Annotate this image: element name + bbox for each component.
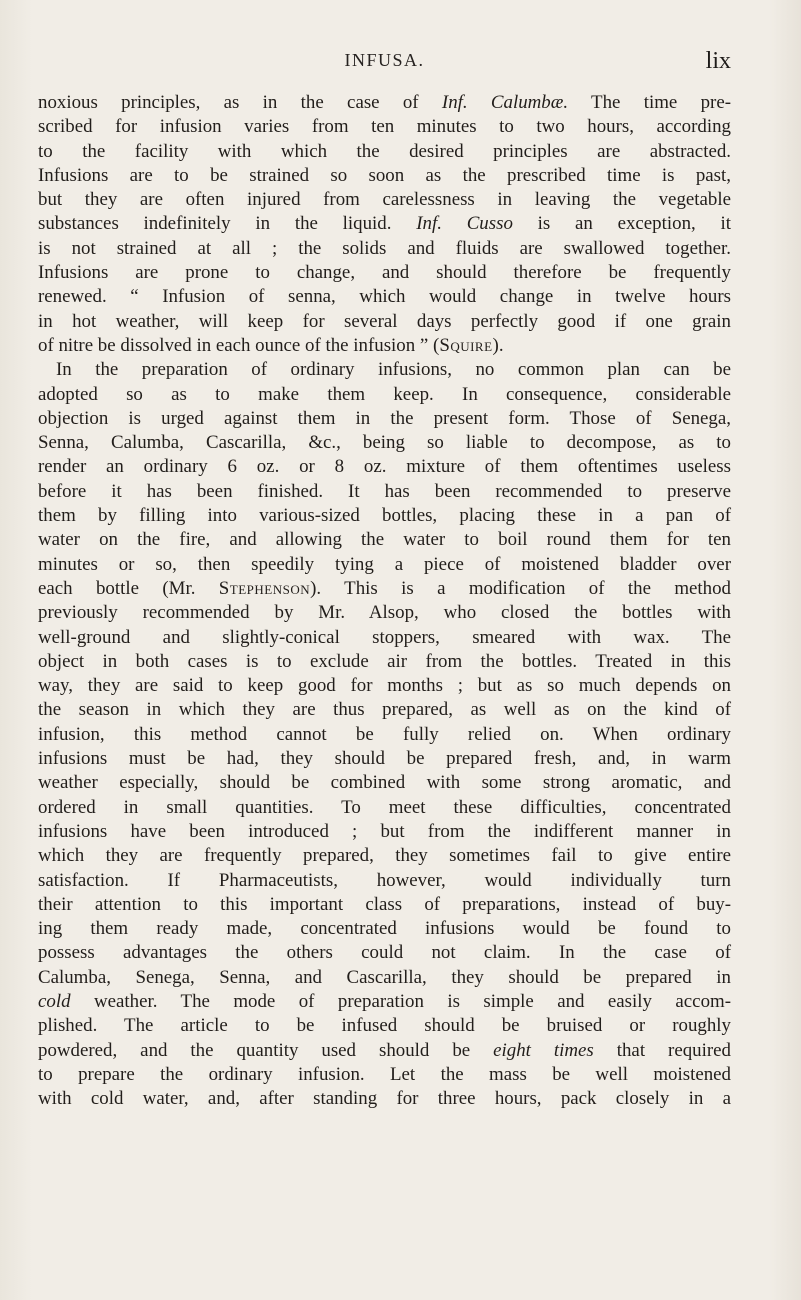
text-line	[38, 990, 731, 1014]
text-segment: is an exception, it	[512, 213, 731, 235]
text-line	[38, 771, 731, 795]
text-line	[38, 796, 731, 820]
text-line	[38, 917, 731, 941]
text-segment: their attention to this important class of preparations, instead of buy-	[38, 893, 731, 915]
text-line	[38, 1063, 731, 1087]
text-segment: Calumba, Senega, Senna, and Cascarilla, they should be prepared in	[38, 966, 731, 988]
text-segment: Inf. Cusso	[416, 213, 513, 235]
text-line	[38, 480, 731, 504]
text-segment: which they are frequently prepared, they sometimes fail to give entire	[38, 845, 731, 867]
text-segment: object in both cases is to exclude air from the bottles. Treated in this	[38, 650, 731, 672]
text-segment: weather especially, should be combined with some strong aromatic, and	[38, 772, 731, 794]
text-line	[38, 1039, 731, 1063]
text-segment: renewed. “ Infusion of senna, which would change in twelve hours	[38, 286, 731, 308]
text-segment: Inf. Calumbæ.	[441, 92, 569, 113]
text-line	[38, 893, 731, 917]
text-segment: noxious principles, as in the case of	[38, 92, 442, 113]
text-line	[38, 674, 731, 698]
text-segment: weather. The mode of preparation is simple and easily accom-	[70, 990, 731, 1012]
text-line	[38, 626, 731, 650]
text-segment: with cold water, and, after standing for three hours, pack closely in a	[38, 1088, 731, 1110]
text-segment: that required	[593, 1039, 731, 1061]
text-line	[38, 237, 731, 261]
text-line	[38, 553, 731, 577]
text-line	[38, 188, 731, 212]
text-segment: well-ground and slightly-conical stoppers, smeared with wax. The	[38, 626, 731, 648]
text-segment: way, they are said to keep good for months ; but as so much depends on	[38, 675, 731, 697]
text-segment: Stephenson	[218, 577, 311, 599]
text-line	[38, 212, 731, 236]
text-line	[38, 650, 731, 674]
text-segment: the season in which they are thus prepared, as well as on the kind of	[38, 699, 731, 721]
text-line	[38, 528, 731, 552]
text-segment: previously recommended by Mr. Alsop, who closed the bottles with	[38, 602, 731, 624]
paragraph	[38, 91, 731, 358]
text-line	[38, 91, 731, 115]
text-segment: in hot weather, will keep for several days perfectly good if one grain	[38, 310, 731, 332]
text-line	[38, 820, 731, 844]
text-line	[38, 115, 731, 139]
text-segment: substances indefinitely in the liquid.	[38, 213, 417, 235]
text-segment: adopted so as to make them keep. In consequence, considerable	[38, 383, 731, 405]
text-segment: eight times	[493, 1039, 594, 1061]
text-segment: to prepare the ordinary infusion. Let the mass be well moistened	[38, 1063, 731, 1085]
page-number: lix	[705, 48, 731, 74]
text-segment: water on the fire, and allowing the water to boil round them for ten	[38, 529, 731, 551]
text-line	[38, 310, 731, 334]
text-line	[38, 407, 731, 431]
running-head: INFUSA.	[344, 50, 425, 70]
text-segment: ).	[492, 334, 504, 356]
text-line	[38, 577, 731, 601]
text-line	[38, 941, 731, 965]
text-line	[38, 455, 731, 479]
text-line	[38, 869, 731, 893]
text-line	[38, 723, 731, 747]
text-segment: Senna, Calumba, Cascarilla, &c., being so liable to decompose, as to	[38, 432, 731, 454]
text-line	[38, 334, 731, 358]
text-segment: render an ordinary 6 oz. or 8 oz. mixture of them oftentimes useless	[38, 456, 731, 478]
text-segment: possess advantages the others could not claim. In the case of	[38, 942, 731, 964]
text-line	[38, 431, 731, 455]
text-segment: infusions must be had, they should be prepared fresh, and, in warm	[38, 748, 731, 770]
text-segment: them by filling into various-sized bottles, placing these in a pan of	[38, 505, 731, 527]
text-segment: Infusions are prone to change, and should therefore be frequently	[38, 262, 731, 284]
text-line	[38, 844, 731, 868]
text-segment: each bottle (Mr.	[38, 577, 219, 599]
text-segment: plished. The article to be infused should be bruised or roughly	[38, 1015, 731, 1037]
text-segment: Infusions are to be strained so soon as the prescribed time is past,	[38, 164, 731, 186]
text-segment: infusions have been introduced ; but from the indifferent manner in	[38, 820, 731, 842]
text-line	[38, 358, 731, 382]
text-line	[38, 285, 731, 309]
text-segment: cold	[38, 990, 71, 1012]
text-segment: ing them ready made, concentrated infusions would be found to	[38, 918, 731, 940]
text-segment: minutes or so, then speedily tying a piece of moistened bladder over	[38, 553, 731, 575]
text-segment: Squire	[439, 334, 493, 356]
text-line	[38, 966, 731, 990]
body-text	[38, 91, 731, 1111]
text-line	[38, 383, 731, 407]
text-segment: scribed for infusion varies from ten minutes to two hours, according	[38, 116, 731, 138]
text-segment: to the facility with which the desired principles are abstracted.	[38, 140, 731, 162]
text-line	[38, 140, 731, 164]
text-segment: but they are often injured from carelessness in leaving the vegetable	[38, 189, 731, 211]
text-line	[38, 601, 731, 625]
text-line	[38, 747, 731, 771]
text-line	[38, 504, 731, 528]
text-line	[38, 698, 731, 722]
text-segment: is not strained at all ; the solids and fluids are swallowed together.	[38, 237, 731, 259]
text-segment: objection is urged against them in the present form. Those of Senega,	[38, 407, 731, 429]
text-segment: ordered in small quantities. To meet these difficulties, concentrated	[38, 796, 731, 818]
text-segment: before it has been finished. It has been recommended to preserve	[38, 480, 731, 502]
text-segment: of nitre be dissolved in each ounce of the infusion ” (	[38, 334, 440, 356]
text-segment: powdered, and the quantity used should be	[38, 1039, 494, 1061]
text-line	[38, 261, 731, 285]
page-header	[38, 50, 731, 80]
text-segment: ). This is a modification of the method	[310, 577, 731, 599]
paragraph	[38, 358, 731, 1111]
text-line	[38, 1087, 731, 1111]
text-line	[38, 1014, 731, 1038]
text-line	[38, 164, 731, 188]
text-segment: The time pre-	[568, 92, 731, 113]
text-segment: satisfaction. If Pharmaceutists, however, would individually turn	[38, 869, 731, 891]
text-segment: In the preparation of ordinary infusions, no common plan can be	[56, 359, 731, 381]
text-segment: infusion, this method cannot be fully relied on. When ordinary	[38, 723, 731, 745]
